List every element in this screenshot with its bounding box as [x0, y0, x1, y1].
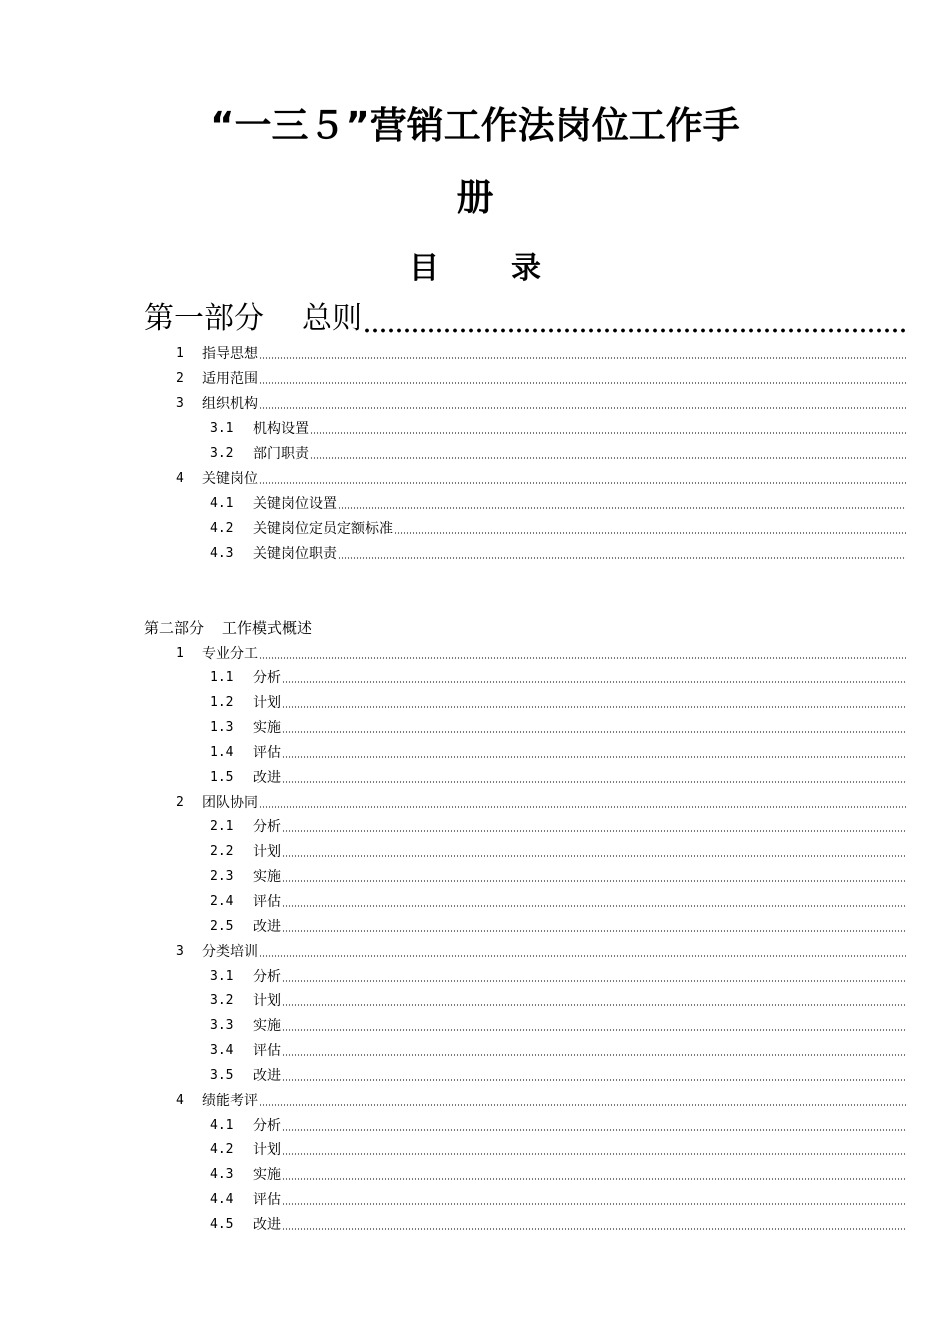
entry-number: 4.5: [210, 1217, 234, 1232]
entry-text: 专业分工: [202, 646, 258, 662]
entry-text: 改进: [253, 770, 281, 786]
entry-text: 计划: [253, 993, 281, 1009]
entry-number: 4.4: [210, 1192, 234, 1207]
leader-dots: [282, 930, 906, 932]
toc-entry[interactable]: [176, 645, 906, 663]
entry-number: 3.1: [210, 969, 234, 984]
leader-dots: [338, 507, 906, 509]
toc-entry[interactable]: [210, 1042, 906, 1060]
entry-text: 评估: [253, 745, 281, 761]
entry-number: 4.2: [210, 521, 234, 536]
toc-entry[interactable]: [176, 943, 906, 961]
leader-dots: [259, 382, 906, 384]
part2-label: 第二部分: [144, 619, 205, 637]
entry-number: 3: [176, 396, 184, 411]
entry-text: 改进: [253, 1217, 281, 1233]
entry-text: 改进: [253, 1068, 281, 1084]
toc-entry[interactable]: [210, 769, 906, 787]
leader-dots: [259, 806, 906, 808]
toc-part2-heading[interactable]: [144, 619, 312, 637]
entry-text: 关键岗位设置: [253, 496, 337, 512]
entry-number: 4.3: [210, 546, 234, 561]
entry-text: 团队协同: [202, 795, 258, 811]
leader-dots: [282, 1054, 906, 1056]
toc-part1-heading[interactable]: [144, 299, 906, 339]
toc-entry[interactable]: [210, 843, 906, 861]
entry-number: 3.2: [210, 993, 234, 1008]
leader-dots: [338, 557, 906, 559]
toc-entry[interactable]: [210, 1166, 906, 1184]
entry-number: 4.3: [210, 1167, 234, 1182]
entry-number: 4: [176, 1093, 184, 1108]
toc-entry[interactable]: [210, 669, 906, 687]
toc-entry[interactable]: [210, 1191, 906, 1209]
entry-number: 3.1: [210, 421, 234, 436]
entry-text: 组织机构: [202, 396, 258, 412]
leader-dots: [282, 1079, 906, 1081]
entry-number: 2.5: [210, 919, 234, 934]
toc-entry[interactable]: [210, 1141, 906, 1159]
entry-number: 4.1: [210, 496, 234, 511]
toc-entry[interactable]: [176, 1092, 906, 1110]
entry-number: 4: [176, 471, 184, 486]
leader-dots: [282, 980, 906, 982]
leader-dots: [282, 880, 906, 882]
toc-entry[interactable]: [210, 1117, 906, 1135]
entry-text: 关键岗位: [202, 471, 258, 487]
toc-heading-right: 录: [511, 251, 541, 286]
entry-number: 2: [176, 795, 184, 810]
entry-text: 实施: [253, 869, 281, 885]
leader-dots: [394, 532, 906, 534]
entry-text: 分析: [253, 670, 281, 686]
leader-dots: [310, 432, 906, 434]
entry-text: 评估: [253, 1192, 281, 1208]
toc-entry[interactable]: [210, 694, 906, 712]
entry-number: 2: [176, 371, 184, 386]
entry-number: 1.1: [210, 670, 234, 685]
entry-text: 实施: [253, 1167, 281, 1183]
toc-entry[interactable]: [210, 1067, 906, 1085]
toc-entry[interactable]: [210, 495, 906, 513]
entry-number: 1.5: [210, 770, 234, 785]
entry-text: 关键岗位定员定额标准: [253, 521, 393, 537]
leader-dots: [282, 1178, 906, 1180]
leader-dots: [282, 681, 906, 683]
leader-dots: [282, 1029, 906, 1031]
part2-title: 工作模式概述: [222, 619, 313, 637]
entry-text: 关键岗位职责: [253, 546, 337, 562]
entry-text: 改进: [253, 919, 281, 935]
leader-dots: [282, 905, 906, 907]
leader-dots: [282, 830, 906, 832]
toc-entry[interactable]: [176, 470, 906, 488]
toc-entry[interactable]: [210, 545, 906, 563]
toc-entry[interactable]: [210, 868, 906, 886]
document-title-line-1: “一三５”营销工作法岗位工作手: [210, 104, 740, 147]
toc-entry[interactable]: [210, 445, 906, 463]
entry-number: 2.1: [210, 819, 234, 834]
entry-number: 1: [176, 346, 184, 361]
toc-entry[interactable]: [176, 370, 906, 388]
toc-entry[interactable]: [210, 893, 906, 911]
leader-dots: [282, 1228, 906, 1230]
entry-number: 2.4: [210, 894, 234, 909]
entry-text: 指导思想: [202, 346, 258, 362]
entry-text: 分析: [253, 1118, 281, 1134]
entry-number: 3.4: [210, 1043, 234, 1058]
leader-dots: [282, 1129, 906, 1131]
entry-text: 评估: [253, 1043, 281, 1059]
toc-entry[interactable]: [176, 345, 906, 363]
leader-dots: [282, 1203, 906, 1205]
toc-entry[interactable]: [210, 968, 906, 986]
leader-dots: [259, 955, 906, 957]
toc-entry[interactable]: [210, 918, 906, 936]
document-title-line-2: 册: [456, 176, 494, 219]
toc-entry[interactable]: [210, 992, 906, 1010]
leader-dots: [310, 457, 906, 459]
entry-text: 适用范围: [202, 371, 258, 387]
entry-text: 计划: [253, 695, 281, 711]
leader-dots: [259, 357, 906, 359]
toc-entry[interactable]: [210, 520, 906, 538]
leader-dots: [259, 1104, 906, 1106]
entry-text: 计划: [253, 1142, 281, 1158]
toc-entry[interactable]: [210, 420, 906, 438]
entry-text: 评估: [253, 894, 281, 910]
leader-dots: [363, 328, 906, 333]
entry-number: 3.2: [210, 446, 234, 461]
leader-dots: [282, 855, 906, 857]
entry-number: 1: [176, 646, 184, 661]
entry-text: 实施: [253, 1018, 281, 1034]
toc-entry[interactable]: [210, 1017, 906, 1035]
toc-entry[interactable]: [210, 818, 906, 836]
entry-text: 实施: [253, 720, 281, 736]
part1-label: 第一部分: [144, 301, 264, 336]
leader-dots: [259, 407, 906, 409]
toc-entry[interactable]: [210, 1216, 906, 1234]
entry-text: 计划: [253, 844, 281, 860]
entry-number: 1.4: [210, 745, 234, 760]
leader-dots: [282, 706, 906, 708]
entry-number: 2.2: [210, 844, 234, 859]
leader-dots: [259, 482, 906, 484]
toc-heading: [0, 247, 950, 291]
entry-number: 3.5: [210, 1068, 234, 1083]
entry-number: 3: [176, 944, 184, 959]
leader-dots: [282, 1004, 906, 1006]
toc-entry[interactable]: [176, 794, 906, 812]
entry-number: 1.2: [210, 695, 234, 710]
toc-entry[interactable]: [210, 744, 906, 762]
entry-number: 4.2: [210, 1142, 234, 1157]
leader-dots: [282, 731, 906, 733]
entry-number: 1.3: [210, 720, 234, 735]
toc-entry[interactable]: [176, 395, 906, 413]
entry-text: 分析: [253, 969, 281, 985]
leader-dots: [259, 657, 906, 659]
entry-text: 部门职责: [253, 446, 309, 462]
entry-number: 3.3: [210, 1018, 234, 1033]
entry-number: 4.1: [210, 1118, 234, 1133]
toc-entry[interactable]: [210, 719, 906, 737]
entry-text: 分类培训: [202, 944, 258, 960]
leader-dots: [282, 1153, 906, 1155]
part1-title: 总则: [302, 301, 362, 336]
entry-number: 2.3: [210, 869, 234, 884]
entry-text: 分析: [253, 819, 281, 835]
entry-text: 机构设置: [253, 421, 309, 437]
leader-dots: [282, 781, 906, 783]
leader-dots: [282, 756, 906, 758]
toc-heading-left: 目: [409, 251, 439, 286]
entry-text: 绩能考评: [202, 1093, 258, 1109]
